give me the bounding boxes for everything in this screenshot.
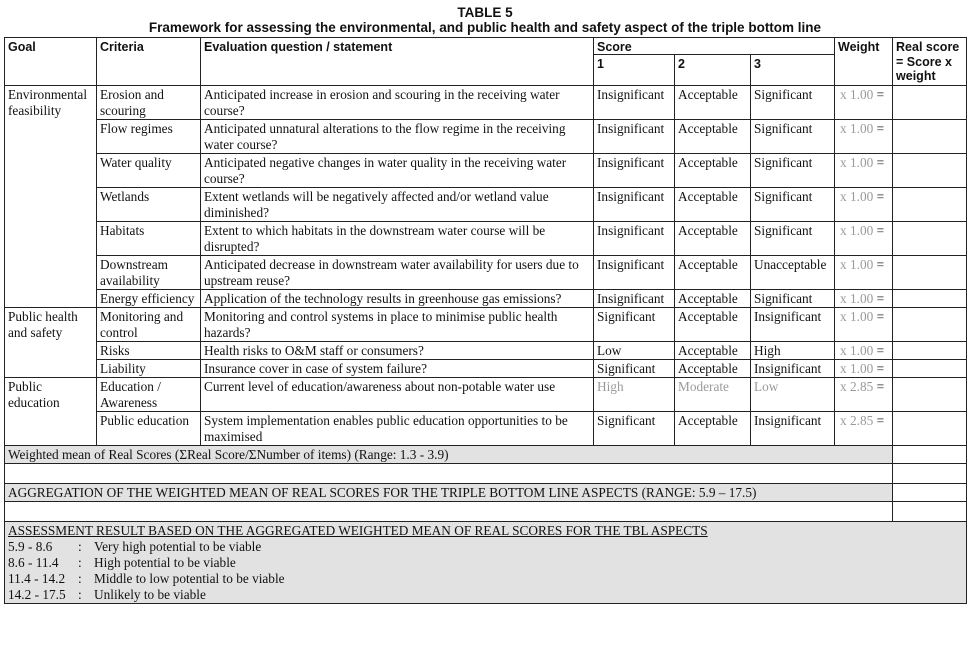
score-1-cell: Significant [594,360,675,378]
score-1-cell: Significant [594,412,675,446]
criteria-cell: Water quality [97,154,201,188]
weight-cell [835,222,893,256]
weight-header: Weight [835,38,893,86]
table-row [5,412,967,446]
weight-cell [835,342,893,360]
weight-value: x 1.00 [840,309,874,324]
equals-sign: = [876,87,885,102]
table-number: TABLE 5 [457,5,513,20]
weight-value: x 1.00 [840,291,874,306]
assessment-heading: ASSESSMENT RESULT BASED ON THE AGGREGATED WEIGHTED MEAN OF REAL SCORES FOR THE TBL ASPECTS [8,523,708,538]
weight-cell [835,120,893,154]
score-2-cell: Acceptable [675,412,751,446]
assessment-item [8,539,963,555]
score-2-cell: Acceptable [675,120,751,154]
assessment-separator: : [78,571,82,586]
score-1-cell: High [594,378,675,412]
score-3-cell: Insignificant [751,412,835,446]
table-row [5,308,967,342]
equals-sign: = [876,361,885,376]
weight-value: x 1.00 [840,155,874,170]
real-score-cell [893,120,967,154]
score-2-cell: Acceptable [675,188,751,222]
table-title: Framework for assessing the environmental, and public health and safety aspect of the triple bottom line [148,20,822,35]
weight-value: x 1.00 [840,121,874,136]
equals-sign: = [876,155,885,170]
real-score-header: Real score = Score x weight [893,38,967,86]
real-score-cell [893,188,967,222]
equals-sign: = [876,121,885,136]
question-cell: Health risks to O&M staff or consumers? [201,342,594,360]
weight-value: x 2.85 [840,413,874,428]
assessment-range: 11.4 - 14.2 [8,571,66,586]
table-row [5,256,967,290]
table-row [5,188,967,222]
goal-cell: Environmental feasibility [5,86,97,120]
equals-sign: = [876,343,885,358]
score-2-cell: Acceptable [675,360,751,378]
table-row [5,342,967,360]
weighted-mean-row [5,446,967,464]
goal-cell [5,222,97,256]
real-score-cell [893,360,967,378]
question-cell: Current level of education/awareness about non-potable water use [201,378,594,412]
score-2-cell: Acceptable [675,308,751,342]
real-score-cell [893,256,967,290]
goal-cell: Public health and safety [5,308,97,342]
question-cell: Anticipated unnatural alterations to the flow regime in the receiving water course? [201,120,594,154]
score-2-cell: Acceptable [675,256,751,290]
weighted-mean-label: Weighted mean of Real Scores (ΣReal Score/ΣNumber of items) (Range: 1.3 - 3.9) [5,446,893,464]
assessment-separator: : [78,587,82,602]
spacer-cell [5,502,893,522]
assessment-result: High potential to be viable [94,555,236,570]
goal-cell [5,188,97,222]
criteria-cell: Energy efficiency [97,290,201,308]
question-cell: System implementation enables public education opportunities to be maximised [201,412,594,446]
weight-cell [835,256,893,290]
weight-cell [835,86,893,120]
aggregation-label: AGGREGATION OF THE WEIGHTED MEAN OF REAL SCORES FOR THE TRIPLE BOTTOM LINE ASPECTS (RANGE: 5.9 – 17.5) [5,484,893,502]
weight-value: x 1.00 [840,361,874,376]
weight-cell [835,378,893,412]
score-3-cell: Significant [751,290,835,308]
score-3-cell: Unacceptable [751,256,835,290]
assessment-result: Unlikely to be viable [94,587,206,602]
question-cell: Anticipated decrease in downstream water availability for users due to upstream reuse? [201,256,594,290]
score-3-cell: Low [751,378,835,412]
question-cell: Application of the technology results in greenhouse gas emissions? [201,290,594,308]
question-cell: Monitoring and control systems in place to minimise public health hazards? [201,308,594,342]
weight-value: x 1.00 [840,189,874,204]
real-score-cell [893,222,967,256]
header-row [5,38,967,55]
score-2-cell: Moderate [675,378,751,412]
assessment-range: 8.6 - 11.4 [8,555,59,570]
score-1-cell: Insignificant [594,222,675,256]
score-3-cell: Insignificant [751,308,835,342]
aggregation-row [5,484,967,502]
criteria-cell: Liability [97,360,201,378]
score-3-cell: Insignificant [751,360,835,378]
score-3-cell: Significant [751,222,835,256]
criteria-cell: Habitats [97,222,201,256]
spacer-value-cell [893,502,967,522]
goal-cell [5,154,97,188]
question-cell: Insurance cover in case of system failure? [201,360,594,378]
score-1-cell: Insignificant [594,154,675,188]
framework-table [4,37,967,604]
goal-cell [5,290,97,308]
framework-table-body [5,38,967,604]
weight-value: x 1.00 [840,343,874,358]
score-1-cell: Insignificant [594,86,675,120]
score-1-cell: Low [594,342,675,360]
spacer-row [5,502,967,522]
equals-sign: = [876,189,885,204]
assessment-cell [5,522,967,604]
score-2-header: 2 [675,55,751,86]
assessment-separator: : [78,539,82,554]
weight-value: x 1.00 [840,223,874,238]
weight-cell [835,308,893,342]
real-score-cell [893,308,967,342]
equals-sign: = [876,413,885,428]
score-1-cell: Insignificant [594,290,675,308]
equals-sign: = [876,291,885,306]
table-row [5,120,967,154]
assessment-row [5,522,967,604]
criteria-cell: Flow regimes [97,120,201,154]
equals-sign: = [876,257,885,272]
question-cell: Anticipated negative changes in water quality in the receiving water course? [201,154,594,188]
weight-cell [835,412,893,446]
goal-cell [5,256,97,290]
criteria-header: Criteria [97,38,201,86]
goal-cell: Public education [5,378,97,412]
criteria-cell: Monitoring and control [97,308,201,342]
equals-sign: = [876,223,885,238]
goal-cell [5,360,97,378]
criteria-cell: Risks [97,342,201,360]
score-2-cell: Acceptable [675,290,751,308]
score-1-cell: Insignificant [594,256,675,290]
spacer-cell [5,464,893,484]
aggregation-value-cell [893,484,967,502]
criteria-cell: Wetlands [97,188,201,222]
assessment-result: Middle to low potential to be viable [94,571,285,586]
score-1-cell: Insignificant [594,188,675,222]
question-cell: Extent to which habitats in the downstream water course will be disrupted? [201,222,594,256]
score-1-cell: Insignificant [594,120,675,154]
real-score-cell [893,86,967,120]
assessment-range: 14.2 - 17.5 [8,587,66,602]
score-3-cell: Significant [751,188,835,222]
score-2-cell: Acceptable [675,154,751,188]
equals-sign: = [876,309,885,324]
question-header: Evaluation question / statement [201,38,594,86]
weight-cell [835,188,893,222]
assessment-range: 5.9 - 8.6 [8,539,53,554]
score-3-cell: Significant [751,154,835,188]
goal-header: Goal [5,38,97,86]
weight-cell [835,360,893,378]
table-row [5,290,967,308]
score-1-cell: Significant [594,308,675,342]
assessment-separator: : [78,555,82,570]
table-row [5,360,967,378]
goal-cell [5,342,97,360]
score-2-cell: Acceptable [675,342,751,360]
criteria-cell: Downstream availability [97,256,201,290]
score-2-cell: Acceptable [675,222,751,256]
question-cell: Extent wetlands will be negatively affected and/or wetland value diminished? [201,188,594,222]
criteria-cell: Erosion and scouring [97,86,201,120]
weight-cell [835,290,893,308]
score-3-cell: High [751,342,835,360]
spacer-row [5,464,967,484]
score-2-cell: Acceptable [675,86,751,120]
table-row [5,154,967,188]
score-header: Score [594,38,835,55]
weighted-mean-value-cell [893,446,967,464]
weight-value: x 1.00 [840,87,874,102]
equals-sign: = [876,379,885,394]
score-3-cell: Significant [751,120,835,154]
question-cell: Anticipated increase in erosion and scouring in the receiving water course? [201,86,594,120]
assessment-result: Very high potential to be viable [94,539,262,554]
criteria-cell: Education / Awareness [97,378,201,412]
goal-cell [5,120,97,154]
real-score-cell [893,342,967,360]
score-1-header: 1 [594,55,675,86]
goal-cell [5,412,97,446]
weight-cell [835,154,893,188]
table-row [5,222,967,256]
table-row [5,86,967,120]
score-3-header: 3 [751,55,835,86]
real-score-cell [893,378,967,412]
weight-value: x 2.85 [840,379,874,394]
real-score-cell [893,412,967,446]
assessment-item [8,555,963,571]
assessment-item [8,571,963,587]
criteria-cell: Public education [97,412,201,446]
real-score-cell [893,154,967,188]
weight-value: x 1.00 [840,257,874,272]
real-score-cell [893,290,967,308]
assessment-item [8,587,963,603]
spacer-value-cell [893,464,967,484]
table-row [5,378,967,412]
score-3-cell: Significant [751,86,835,120]
